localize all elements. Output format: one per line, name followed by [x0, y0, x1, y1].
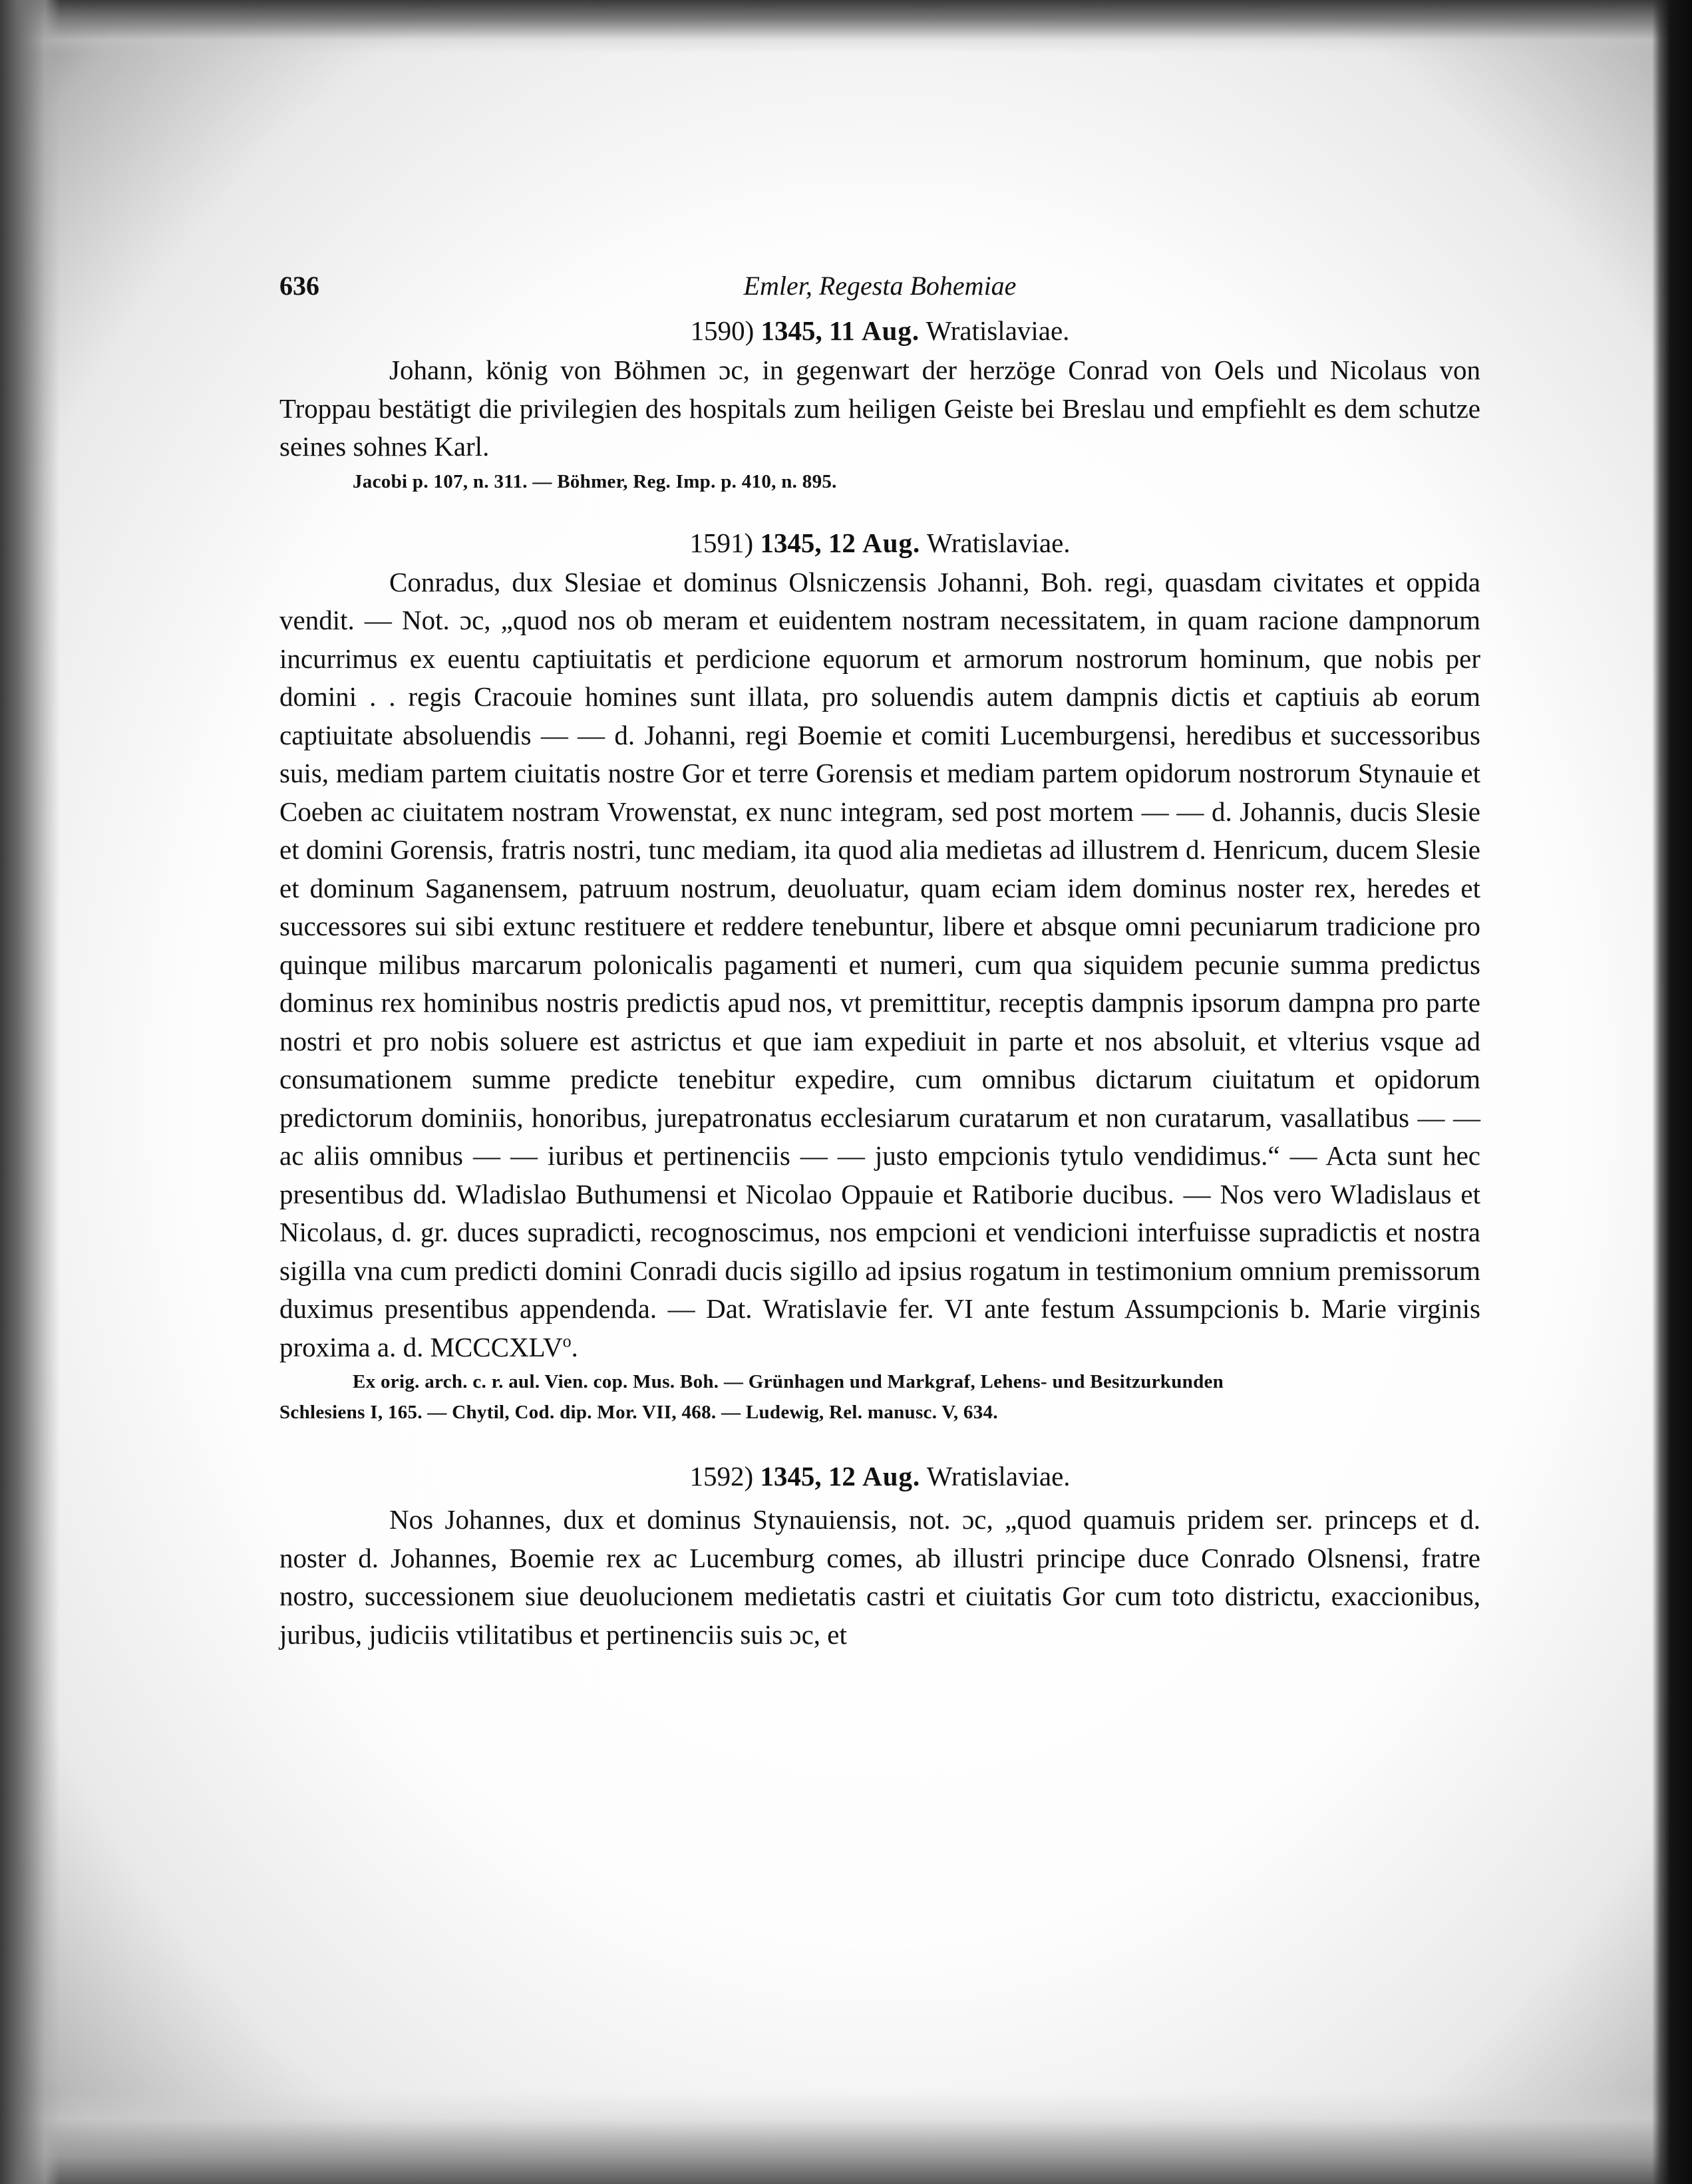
entry-citation — [279, 1366, 1480, 1428]
entry-number: 1592) — [689, 1461, 754, 1491]
entry-body-text: Conradus, dux Slesiae et dominus Olsniczensis Johanni, Boh. regi, quasdam civitates et oppida vendit. — Not. ɔc, „quod nos ob meram et euidentem nostram necessitatem, in quam racione dampnorum incurrimus ex euentu captiuitatis et perdicione equorum et armorum nostrorum hominum, que nobis per domini . . regis Cracouie homines sunt illata, pro soluendis autem dampnis dictis et captiuis ab eorum captiuitate absoluendis — — d. Johanni, regi Boemie et comiti Lucemburgensi, heredibus et successoribus suis, mediam partem ciuitatis nostre Gor et terre Gorensis et mediam partem opidorum nostrorum Stynauie et Coeben ac ciuitatem nostram Vrowenstat, ex nunc integram, sed post mortem — — d. Johannis, ducis Slesie et domini Gorensis, fratris nostri, tunc mediam, ita quod alia medietas ad illustrem d. Henricum, ducem Slesie et dominum Saganensem, patruum nostrum, deuoluatur, quam eciam idem dominus noster rex, heredes et successores sui sibi extunc restituere et reddere tenebuntur, libere et absque omni pecuniarum tradicione pro quinque milibus marcarum polonicalis pagamenti et numeri, cum qua siquidem pecunie summa predictus dominus rex hominibus nostris predictis apud nos, vt premittitur, receptis dampnis ipsorum dampna pro parte nostri et pro nobis soluere est astrictus et que iam expediuit in parte et nos absoluit, et vlterius vsque ad consumationem summe predicte tenebitur expedire, cum omnibus dictarum ciuitatum et opidorum predictorum dominiis, honoribus, jurepatronatus ecclesiarum curatarum et non curatarum, vasallatibus — — ac aliis omnibus — — iuribus et pertinenciis — — justo empcionis tytulo vendidimus.“ — Acta sunt hec presentibus dd. Wladislao Buthumensi et Nicolao Oppauie et Ratiborie ducibus. — Nos vero Wladislaus et Nicolaus, d. gr. duces supradicti, recognoscimus, nos empcioni et vendicioni interfuisse supradictis et nostra sigilla vna cum predicti domini Conradi ducis sigillo ad ipsius rogatum in testimonium omnium premissorum duximus presentibus appendenda. — Dat. Wratislavie fer. VI ante festum Assumpcionis b. Marie virginis proxima a. d. MCCCXLV — [279, 566, 1480, 1362]
entry-citation: Jacobi p. 107, n. 311. — Böhmer, Reg. Imp. p. 410, n. 895. — [353, 470, 837, 492]
entry-citation-line: Schlesiens I, 165. — Chytil, Cod. dip. Mor. VII, 468. — Ludewig, Rel. manusc. V, 634. — [279, 1402, 998, 1423]
page-number: 636 — [279, 271, 319, 301]
scan-shadow-left — [0, 0, 60, 2184]
entry-body: Nos Johannes, dux et dominus Stynauiensis, not. ɔc, „quod quamuis pridem ser. princeps et d. noster d. Johannes, Boemie rex ac Lucemburg comes, ab illustri principe duce Conrado Olsnensi, fratre nostro, successionem siue deuolucionem medietatis castri et ciuitatis Gor cum toto districtu, exaccionibus, juribus, judiciis vtilitatibus et pertinenciis suis ɔc, et — [279, 1504, 1480, 1650]
page-content — [279, 266, 1480, 1654]
entry-1591 — [279, 524, 1480, 1428]
entry-body-end: . — [571, 1331, 578, 1362]
entry-body: Johann, könig von Böhmen ɔc, in gegenwart der herzöge Conrad von Oels und Nicolaus von Troppau bestätigt die privilegien des hospitals zum heiligen Geiste bei Breslau und empfiehlt es dem schutze seines sohnes Karl. — [279, 355, 1480, 462]
entry-year: 1345, — [760, 1461, 822, 1491]
entry-number: 1591) — [689, 527, 754, 558]
entry-body-superscript: o — [562, 1330, 572, 1350]
entry-number: 1590) — [690, 315, 755, 346]
entry-day: 12 — [828, 527, 856, 558]
entry-year: 1345, — [761, 315, 822, 346]
entry-citation-line: Ex orig. arch. c. r. aul. Vien. cop. Mus. Boh. — Grünhagen und Markgraf, Lehens- und Besitzurkunden — [353, 1371, 1224, 1392]
scan-shadow-right — [1652, 0, 1692, 2184]
entry-place: Wratislaviae. — [926, 315, 1070, 346]
entry-year: 1345, — [760, 527, 822, 558]
running-head — [279, 266, 1480, 306]
entry-day: 11 — [828, 315, 855, 346]
entry-heading — [279, 524, 1480, 562]
scan-shadow-bottom — [0, 2091, 1692, 2184]
entry-month: Aug. — [861, 315, 920, 346]
entry-place: Wratislaviae. — [926, 527, 1071, 558]
entry-month: Aug. — [862, 527, 921, 558]
entry-place: Wratislaviae. — [926, 1461, 1071, 1491]
entry-1592 — [279, 1457, 1480, 1654]
entry-month: Aug. — [862, 1461, 921, 1491]
entry-1590 — [279, 311, 1480, 497]
entry-body — [279, 563, 1480, 1367]
entry-heading — [279, 311, 1480, 350]
scan-shadow-top — [0, 0, 1692, 53]
entry-heading — [279, 1457, 1480, 1495]
entry-day: 12 — [828, 1461, 856, 1491]
running-title: Emler, Regesta Bohemiae — [743, 271, 1017, 301]
